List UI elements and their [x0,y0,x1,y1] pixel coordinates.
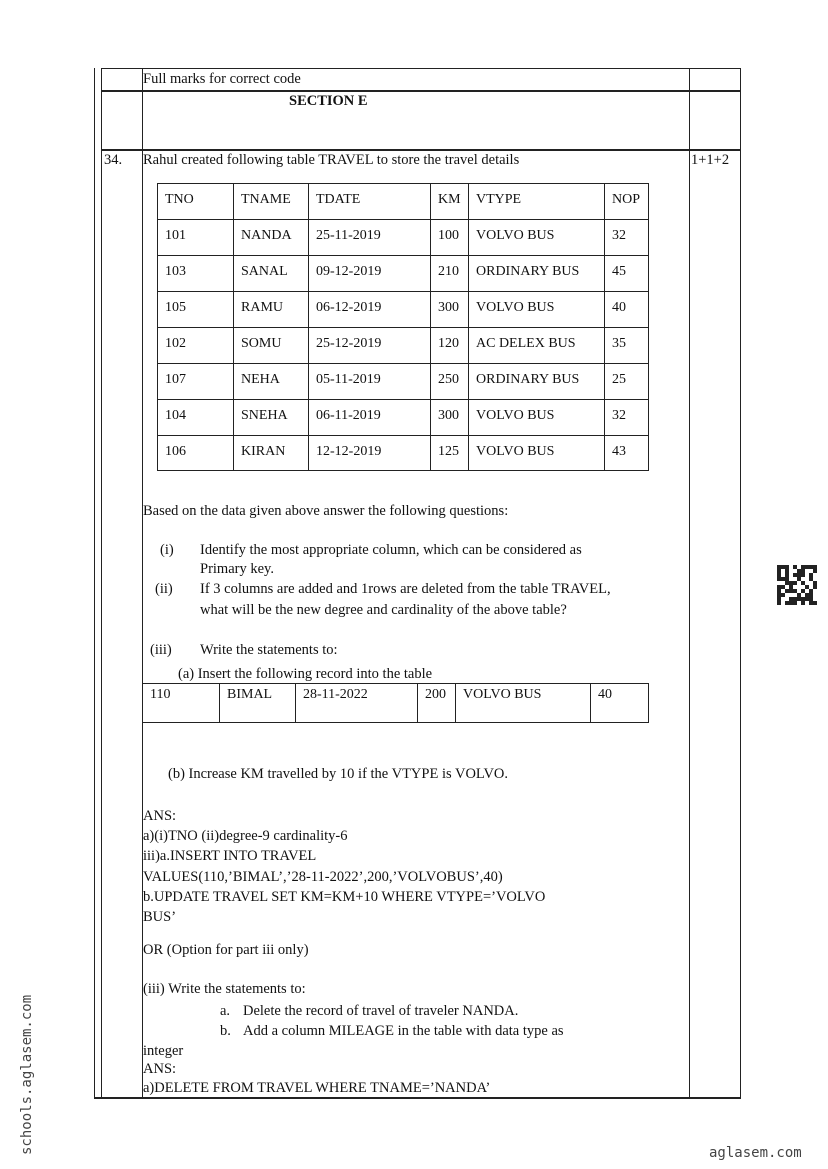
table-header-cell: TNAME [233,183,309,220]
table-cell: 105 [157,291,234,328]
table-header-cell: NOP [604,183,649,220]
table-header-cell: TDATE [308,183,431,220]
table-cell: 43 [604,435,649,471]
q3-text: Write the statements to: [200,642,338,658]
table-cell: 101 [157,219,234,256]
answer-line: b.UPDATE TRAVEL SET KM=KM+10 WHERE VTYPE=’VOLVO [143,889,546,905]
table-cell: SOMU [233,327,309,364]
insert-record-cell: 28-11-2022 [295,683,418,723]
table-cell: 100 [430,219,469,256]
q2-text-cont: what will be the new degree and cardinality of the above table? [200,602,567,618]
qr-code-icon [777,565,817,605]
insert-record-cell: 40 [590,683,649,723]
table-cell: 45 [604,255,649,292]
q2-number: (ii) [155,581,173,597]
table-cell: 05-11-2019 [308,363,431,400]
q2-text: If 3 columns are added and 1rows are deleted from the table TRAVEL, [200,581,611,597]
table-cell: 32 [604,219,649,256]
table-header-cell: VTYPE [468,183,605,220]
table-cell: NANDA [233,219,309,256]
insert-record-cell: BIMAL [219,683,296,723]
frame-line [740,68,741,1099]
insert-record-cell: VOLVO BUS [455,683,591,723]
alt-a-label: a. [220,1003,231,1019]
answer-label: ANS: [143,808,177,824]
table-cell: VOLVO BUS [468,435,605,471]
table-cell: VOLVO BUS [468,219,605,256]
alt-q3-text: (iii) Write the statements to: [143,981,306,997]
q1-number: (i) [160,542,174,558]
alt-a-text: Delete the record of travel of traveler NANDA. [243,1003,519,1019]
table-cell: 106 [157,435,234,471]
q1-text-cont: Primary key. [200,561,274,577]
table-cell: KIRAN [233,435,309,471]
insert-record-cell: 200 [417,683,456,723]
answer-line: iii)a.INSERT INTO TRAVEL [143,848,317,864]
full-marks-note: Full marks for correct code [143,71,301,87]
question-number: 34. [104,152,123,168]
table-cell: RAMU [233,291,309,328]
table-cell: AC DELEX BUS [468,327,605,364]
table-cell: ORDINARY BUS [468,255,605,292]
table-cell: 210 [430,255,469,292]
table-cell: 120 [430,327,469,364]
or-text: OR (Option for part iii only) [143,942,309,958]
table-cell: VOLVO BUS [468,399,605,436]
section-title: SECTION E [289,93,368,109]
table-cell: 102 [157,327,234,364]
table-header-cell: KM [430,183,469,220]
insert-record-cell: 110 [142,683,220,723]
table-cell: 107 [157,363,234,400]
table-cell: 104 [157,399,234,436]
table-cell: 35 [604,327,649,364]
table-cell: VOLVO BUS [468,291,605,328]
frame-line [689,68,690,1099]
answer2-line: a)DELETE FROM TRAVEL WHERE TNAME=’NANDA’ [143,1080,491,1096]
q1-text: Identify the most appropriate column, which can be considered as [200,542,582,558]
answer-line: VALUES(110,’BIMAL’,’28-11-2022’,200,’VOLVOBUS’,40) [143,869,503,885]
alt-b-text: Add a column MILEAGE in the table with data type as [243,1023,564,1039]
answer-line: a)(i)TNO (ii)degree-9 cardinality-6 [143,828,348,844]
frame-line [94,68,95,1099]
table-cell: NEHA [233,363,309,400]
table-cell: 06-11-2019 [308,399,431,436]
table-cell: 250 [430,363,469,400]
table-header-cell: TNO [157,183,234,220]
table-cell: SANAL [233,255,309,292]
table-cell: 32 [604,399,649,436]
table-cell: 103 [157,255,234,292]
frame-line [101,149,741,151]
table-cell: 25-11-2019 [308,219,431,256]
question-intro: Rahul created following table TRAVEL to store the travel details [143,152,520,168]
alt-b-text-cont: integer [143,1043,184,1059]
frame-line [101,90,741,92]
side-watermark: schools.aglasem.com [19,994,35,1155]
frame-line [101,68,741,69]
table-cell: 40 [604,291,649,328]
answer-line: BUS’ [143,909,177,925]
table-cell: SNEHA [233,399,309,436]
table-cell: 09-12-2019 [308,255,431,292]
table-cell: 25-12-2019 [308,327,431,364]
table-cell: 300 [430,399,469,436]
frame-line [94,1097,741,1099]
based-on-text: Based on the data given above answer the following questions: [143,503,509,519]
table-cell: 125 [430,435,469,471]
q3-number: (iii) [150,642,172,658]
q3b-text: (b) Increase KM travelled by 10 if the VTYPE is VOLVO. [168,766,509,782]
table-cell: 25 [604,363,649,400]
table-cell: ORDINARY BUS [468,363,605,400]
alt-b-label: b. [220,1023,231,1039]
table-cell: 06-12-2019 [308,291,431,328]
answer2-label: ANS: [143,1061,177,1077]
q3a-text: (a) Insert the following record into the table [178,666,433,682]
frame-line [101,68,102,1099]
table-cell: 300 [430,291,469,328]
bottom-watermark: aglasem.com [709,1145,802,1161]
question-marks: 1+1+2 [691,152,730,168]
table-cell: 12-12-2019 [308,435,431,471]
